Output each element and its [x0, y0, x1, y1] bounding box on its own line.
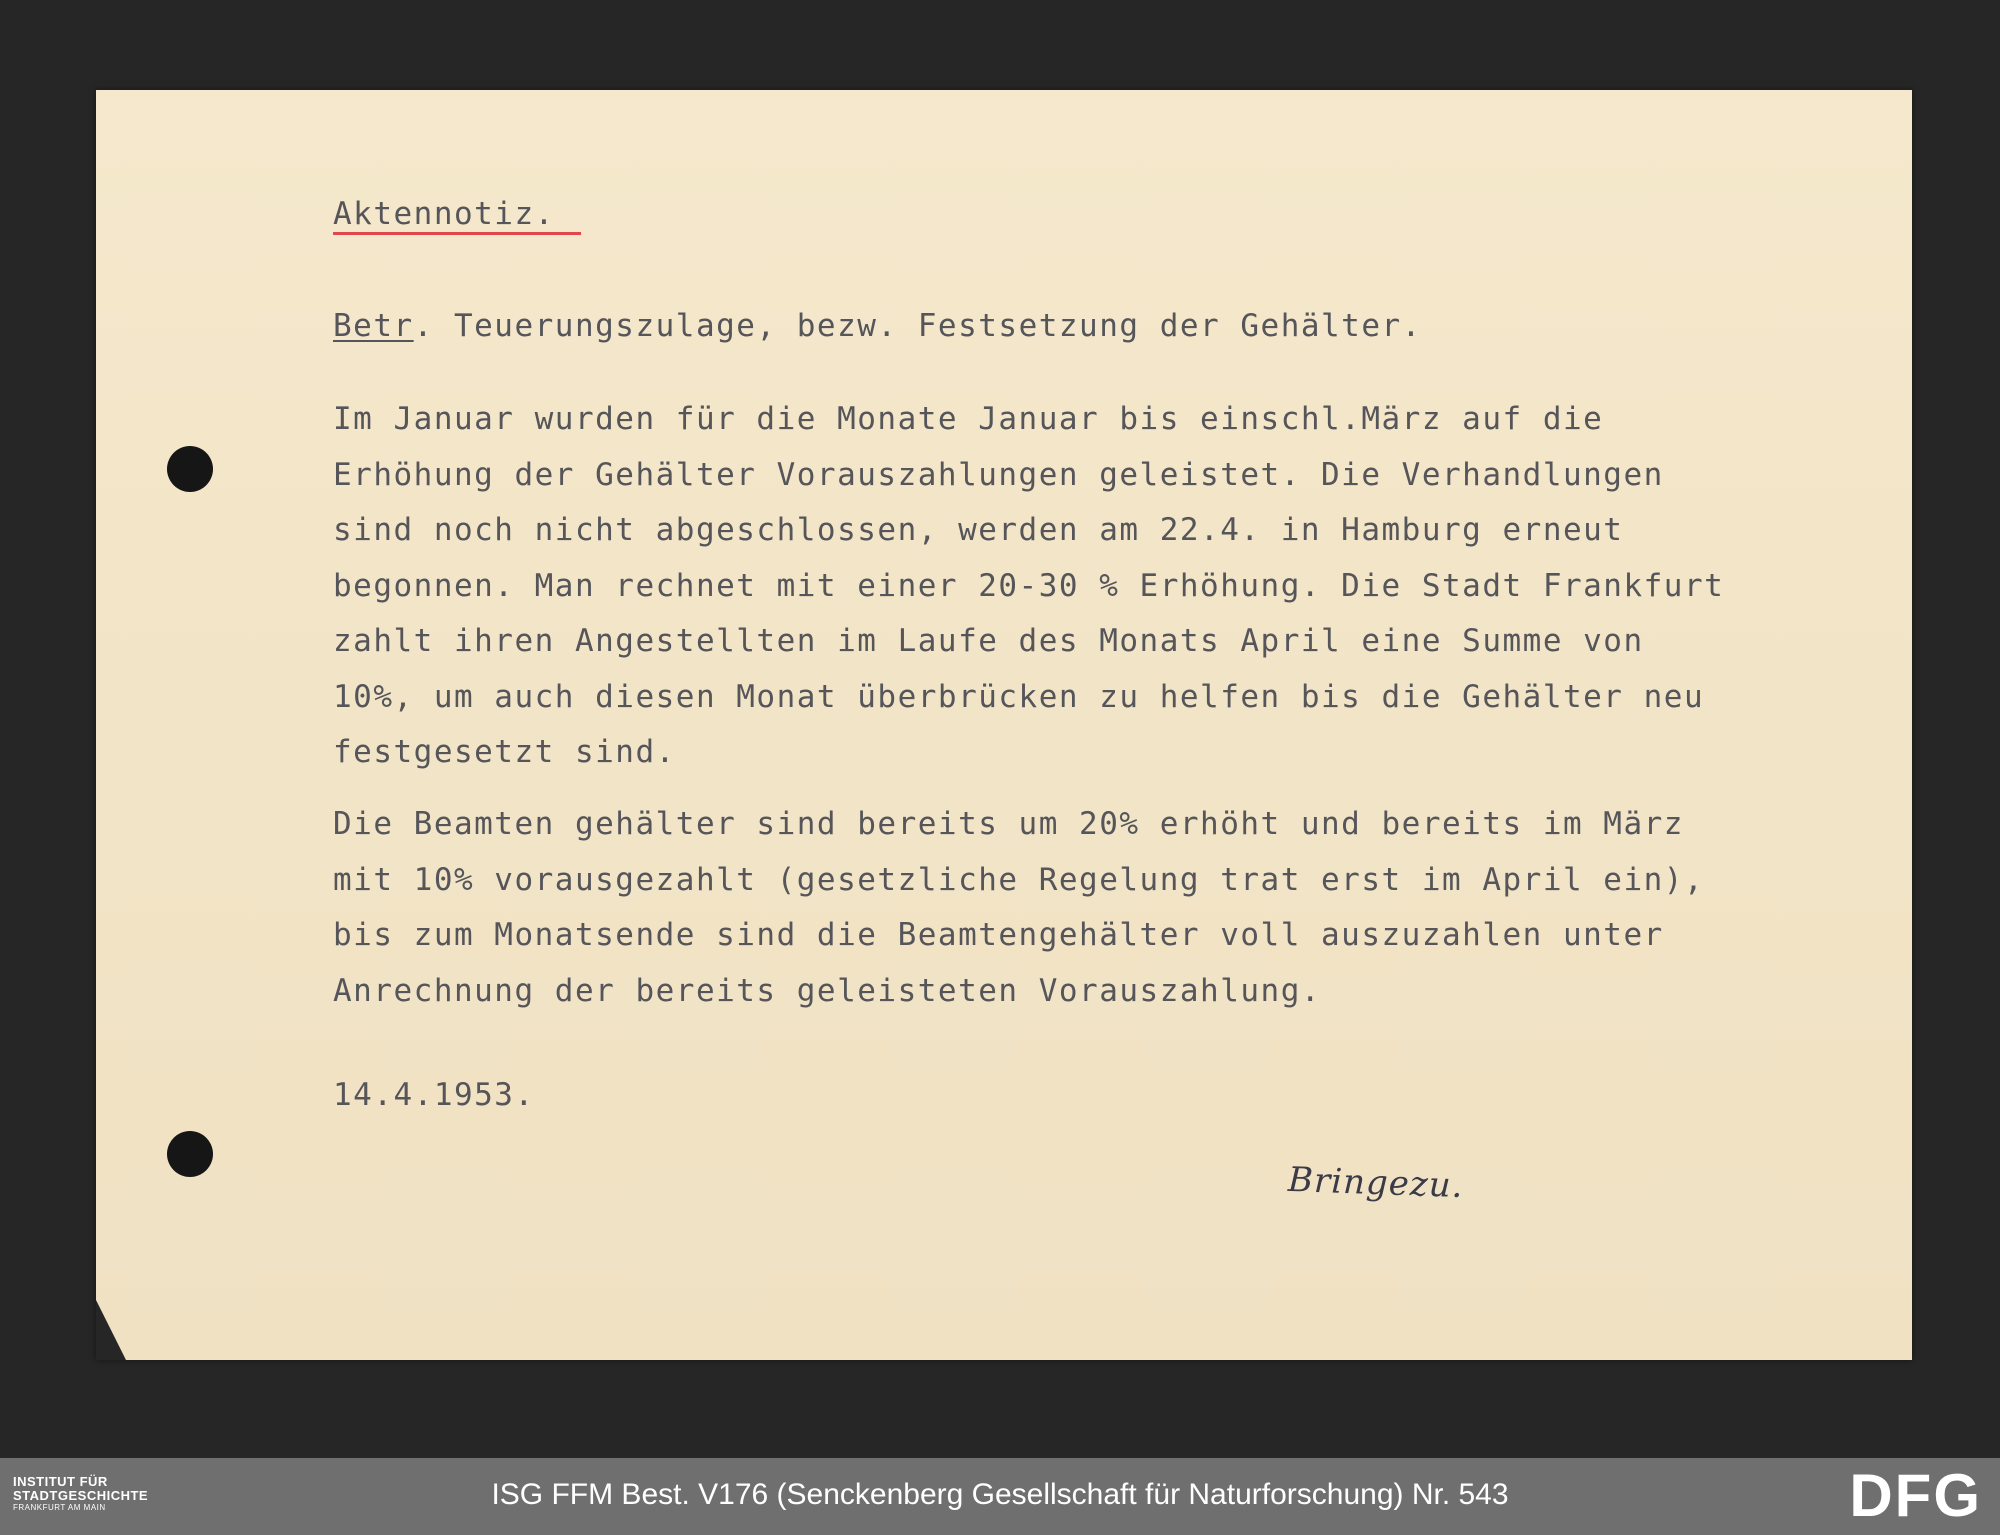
handwritten-signature: Bringezu. — [1287, 1159, 1465, 1207]
paragraph-1-line: 10%, um auch diesen Monat überbrücken zu helfen bis die Gehälter neu — [333, 678, 1705, 715]
paragraph-2-line: Anrechnung der bereits geleisteten Vorauszahlung. — [333, 972, 1322, 1009]
archive-footer-bar — [0, 1458, 2000, 1535]
paragraph-2-line: Die Beamten gehälter sind bereits um 20% erhöht und bereits im März — [333, 806, 1684, 842]
archive-caption: ISG FFM Best. V176 (Senckenberg Gesellschaft für Naturforschung) Nr. 543 — [491, 1478, 1509, 1511]
subject-prefix: Betr — [333, 308, 414, 344]
paragraph-1-line: Erhöhung der Gehälter Vorauszahlungen geleistet. Die Verhandlungen — [333, 456, 1664, 493]
torn-corner — [96, 1300, 126, 1360]
paragraph-1 — [333, 392, 1724, 781]
institute-logo-line: INSTITUT FÜR — [13, 1474, 108, 1489]
paragraph-1-line: zahlt ihren Angestellten im Laufe des Monats April eine Summe von — [333, 623, 1644, 659]
punch-hole-top — [167, 446, 213, 492]
subject-text: . Teuerungszulage, bezw. Festsetzung der Gehälter. — [413, 308, 1422, 344]
paragraph-1-line: festgesetzt sind. — [333, 734, 676, 770]
subject-line — [333, 308, 1422, 344]
paragraph-2-line: mit 10% vorausgezahlt (gesetzliche Regelung trat erst im April ein), — [333, 861, 1705, 898]
punch-hole-bottom — [167, 1131, 213, 1177]
document-date: 14.4.1953. — [333, 1077, 535, 1113]
paragraph-1-line: sind noch nicht abgeschlossen, werden am 22.4. in Hamburg erneut — [333, 512, 1624, 548]
dfg-logo: DFG — [1849, 1462, 1982, 1529]
paragraph-1-line: Im Januar wurden für die Monate Januar bis einschl.März auf die — [333, 401, 1604, 437]
paragraph-1-line: begonnen. Man rechnet mit einer 20-30 % Erhöhung. Die Stadt Frankfurt — [333, 567, 1725, 604]
paragraph-2 — [333, 797, 1704, 1019]
institute-logo-line: STADTGESCHICHTE — [13, 1488, 149, 1503]
paragraph-2-line: bis zum Monatsende sind die Beamtengehälter voll auszuzahlen unter — [333, 917, 1664, 953]
heading-red-underline — [333, 232, 581, 235]
document-heading: Aktennotiz. — [333, 196, 555, 232]
institute-logo-subline: FRANKFURT AM MAIN — [13, 1503, 106, 1512]
